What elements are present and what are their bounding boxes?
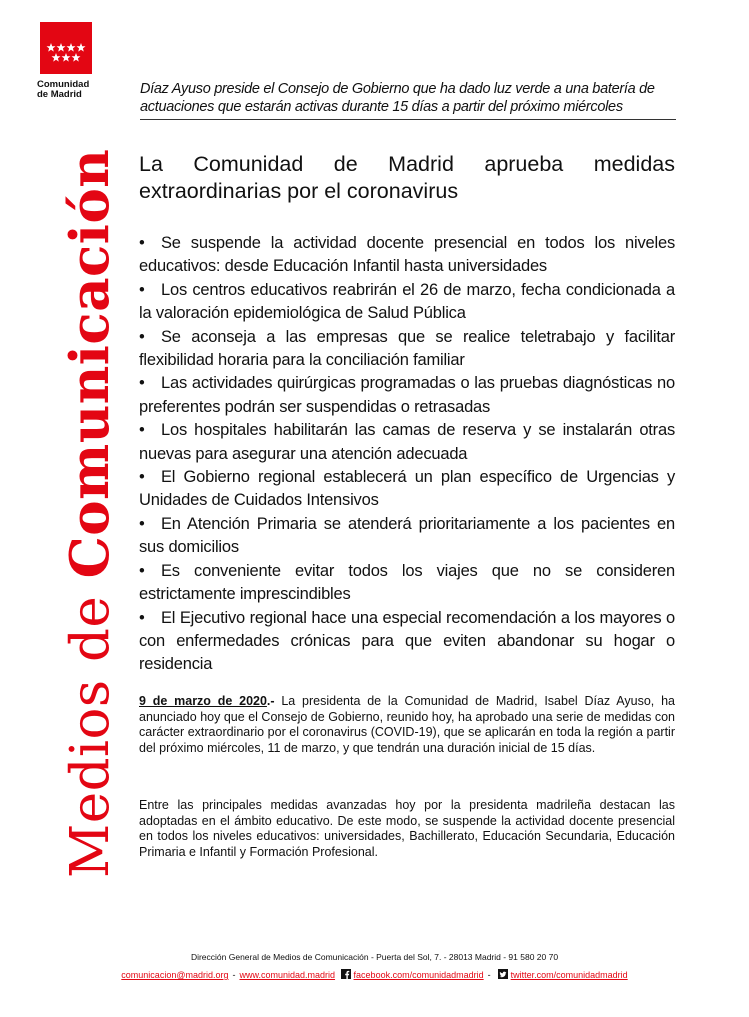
footer-address: Dirección General de Medios de Comunicación - Puerta del Sol, 7. - 28013 Madrid - 91 580 20 70 (190, 952, 559, 962)
bullet-icon: • (139, 514, 145, 533)
bullet-item: • Es conveniente evitar todos los viajes que no se consideren estrictamente imprescindibles (139, 561, 675, 604)
bullet-item: • El Gobierno regional establecerá un plan específico de Urgencias y Unidades de Cuidados Intensivos (139, 468, 675, 510)
logo-text (37, 80, 107, 100)
header-subtitle: Díaz Ayuso preside el Consejo de Gobierno que ha dado luz verde a una batería de actuaciones que estarán activas durante 15 días a partir del próximo miércoles (140, 80, 676, 120)
bullet-item: • El Ejecutivo regional hace una especial recomendación a los mayores o con enfermedades crónicas para que eviten abandonar su hogar o residencia (139, 608, 675, 674)
twitter-icon (498, 969, 508, 979)
email-link[interactable]: comunicacion@madrid.org (121, 970, 229, 980)
bullet-item: • Se aconseja a las empresas que se realice teletrabajo y facilitar flexibilidad horaria para la conciliación familiar (139, 327, 675, 370)
body-paragraph-1 (139, 694, 675, 756)
body-paragraph-2: Entre las principales medidas avanzadas hoy por la presidenta madrileña destacan las adoptadas en el ámbito educativo. De este modo, se suspende la actividad docente presencial en todos los niveles educativos: universidades, Bachillerato, Educación Secundaria, Educación Primaria e Infantil y Formación Profesional. (139, 798, 675, 859)
page-title: La Comunidad de Madrid aprueba medidas extraordinarias por el coronavirus (139, 152, 675, 203)
bullet-icon: • (139, 468, 145, 487)
paragraph-1-text: La presidenta de la Comunidad de Madrid, Isabel Díaz Ayuso, ha anunciado hoy que el Consejo de Gobierno, reunido hoy, ha aprobado una serie de medidas con carácter extraordinario por el coronavirus (COVID-19), que se aplicarán en toda la región a partir del próximo miércoles, 11 de marzo, y que tendrán una duración inicial de 15 días. (139, 694, 675, 755)
date-suffix: .- (266, 694, 275, 708)
bullet-icon: • (139, 608, 145, 627)
comunidad-madrid-logo (40, 22, 92, 74)
bullet-icon: • (139, 374, 145, 393)
footer-separator: - (487, 970, 491, 980)
bullet-item: • Los hospitales habilitarán las camas de reserva y se instalarán otras nuevas para asegurar una atención adecuada (139, 421, 675, 463)
logo-line-2: de Madrid (37, 89, 82, 100)
facebook-link[interactable]: facebook.com/comunidadmadrid (353, 970, 484, 980)
bullet-icon: • (139, 561, 145, 580)
facebook-icon (341, 969, 351, 979)
footer-links (0, 969, 749, 980)
footer-separator: - (232, 970, 236, 980)
side-title-part2: Comunicación (59, 148, 121, 579)
side-title-part1: Medios de (60, 578, 121, 878)
bullet-item: • Se suspende la actividad docente presencial en todos los niveles educativos: desde Educación Infantil hasta universidades (139, 234, 675, 276)
bullet-item: • Las actividades quirúrgicas programadas o las pruebas diagnósticas no preferentes podrán ser suspendidas o retrasadas (139, 374, 675, 416)
bullet-icon: • (139, 280, 145, 299)
stars-icon (40, 22, 92, 74)
bullet-item: • Los centros educativos reabrirán el 26 de marzo, fecha condicionada a la valoración epidemiológica de Salud Pública (139, 280, 675, 323)
website-link[interactable]: www.comunidad.madrid (239, 970, 336, 980)
bullet-icon: • (139, 234, 145, 252)
logo-line-1: Comunidad (37, 79, 90, 90)
bullet-list (139, 232, 675, 677)
bullet-icon: • (139, 421, 145, 440)
bullet-icon: • (139, 327, 145, 346)
press-date: 9 de marzo de 2020 (139, 694, 267, 708)
bullet-item: • En Atención Primaria se atenderá prioritariamente a los pacientes en sus domicilios (139, 514, 675, 557)
side-title (60, 138, 120, 878)
twitter-link[interactable]: twitter.com/comunidadmadrid (510, 970, 628, 980)
